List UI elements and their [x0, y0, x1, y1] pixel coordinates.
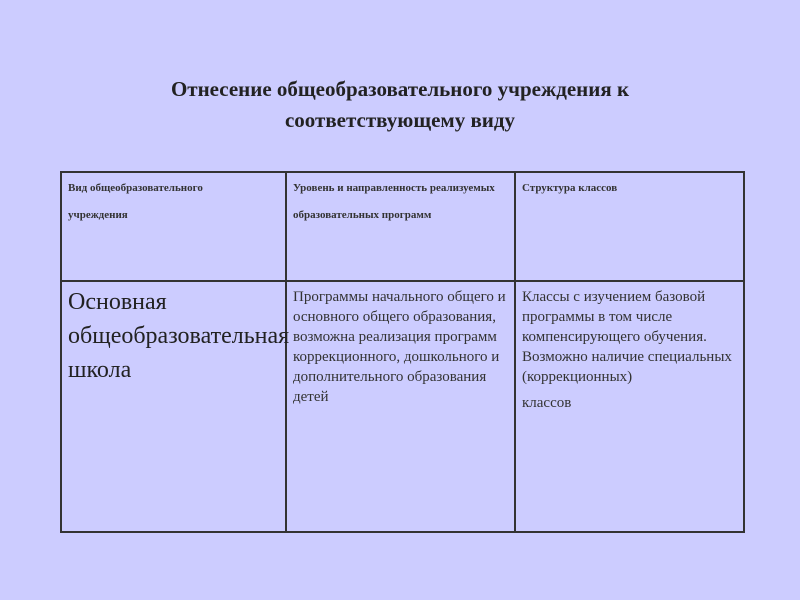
slide-title-line1: Отнесение общеобразовательного учреждения к	[170, 77, 630, 101]
classification-table	[60, 171, 745, 533]
slide-title-line2: соответствующему виду	[284, 108, 516, 132]
cell-classes-line2: классов	[522, 395, 572, 411]
header-type-line2: учреждения	[68, 209, 128, 221]
header-programs-line1: Уровень и направленность реализуемых	[293, 182, 495, 194]
cell-classes-line1: Классы с изучением базовой программы в том числе компенсирующего обучения. Возможно наличие специальных (коррекционных)	[522, 289, 732, 385]
header-type-line1: Вид общеобразовательного	[68, 182, 203, 194]
header-cell-type	[61, 172, 286, 281]
slide-title	[60, 74, 740, 136]
header-cell-programs	[286, 172, 515, 281]
table-row	[61, 281, 744, 532]
header-classes-line1: Структура классов	[522, 182, 618, 194]
cell-programs-text: Программы начального общего и основного общего образования, возможна реализация программ коррекционного, дошкольного и дополнительного образования детей	[293, 289, 506, 405]
cell-type	[61, 281, 290, 532]
cell-classes	[515, 281, 744, 532]
cell-type-text: Основная общеобразовательная школа	[68, 289, 290, 383]
header-programs-line2: образовательных программ	[293, 209, 432, 221]
table-header-row	[61, 172, 744, 281]
cell-programs	[286, 281, 515, 532]
header-cell-classes	[515, 172, 744, 281]
